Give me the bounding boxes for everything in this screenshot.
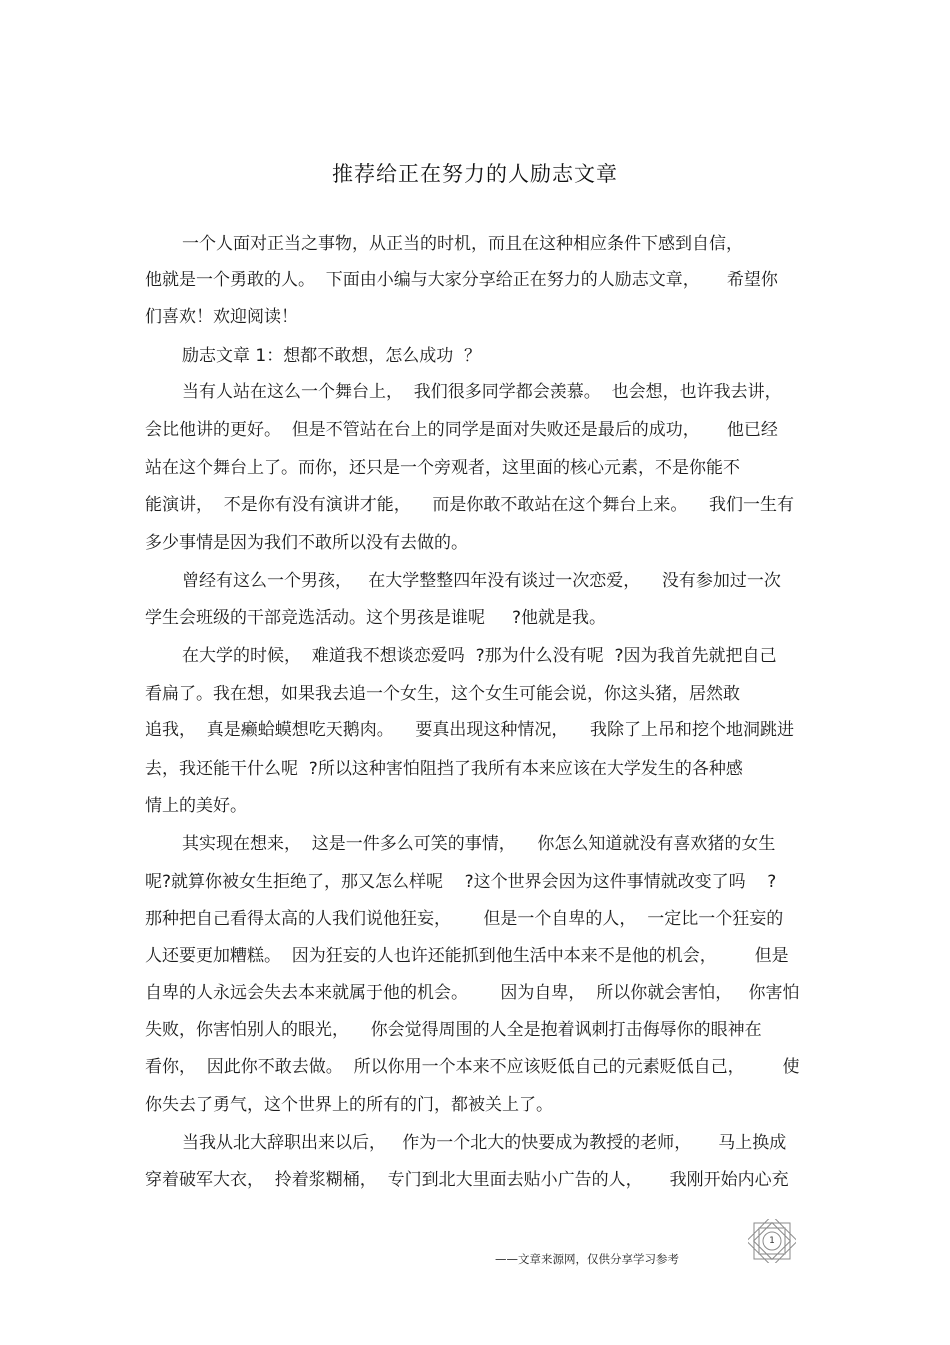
text-line: 当有人站在这么一个舞台上， 我们很多同学都会羡慕。 也会想，也许我去讲， [182, 382, 782, 402]
text-line: 穿着破军大衣， 拎着浆糊桶， 专门到北大里面去贴小广告的人， 我刚开始内心充 [145, 1170, 789, 1190]
text-line: 你失去了勇气，这个世界上的所有的门，都被关上了。 [145, 1095, 553, 1115]
text-line: 他就是一个勇敢的人。 下面由小编与大家分享给正在努力的人励志文章， 希望你 [145, 270, 778, 290]
text-line: 人还要更加糟糕。 因为狂妄的人也许还能抓到他生活中本来不是他的机会， 但是 [145, 946, 789, 966]
source-footnote: ——文章来源网，仅供分享学习参考 [495, 1252, 679, 1266]
text-line: 会比他讲的更好。 但是不管站在台上的同学是面对失败还是最后的成功， 他已经 [145, 420, 778, 440]
page-title: 推荐给正在努力的人励志文章 [332, 162, 618, 186]
text-line: 一个人面对正当之事物，从正当的时机，而且在这种相应条件下感到自信， [182, 234, 743, 254]
text-line: 失败，你害怕别人的眼光， 你会觉得周围的人全是抱着讽刺打击侮辱你的眼神在 [145, 1020, 762, 1040]
text-line: 多少事情是因为我们不敢所以没有去做的。 [145, 533, 468, 553]
text-line: 当我从北大辞职出来以后， 作为一个北大的快要成为教授的老师， 马上换成 [182, 1133, 787, 1153]
text-line: 追我， 真是癞蛤蟆想吃天鹅肉。 要真出现这种情况， 我除了上吊和挖个地洞跳进 [145, 720, 795, 740]
text-line: 看扁了。我在想，如果我去追一个女生，这个女生可能会说，你这头猪，居然敢 [145, 684, 740, 704]
text-line: 其实现在想来， 这是一件多么可笑的事情， 你怎么知道就没有喜欢猪的女生 [182, 834, 776, 854]
text-line: 们喜欢！欢迎阅读！ [145, 307, 298, 327]
text-line: 能演讲， 不是你有没有演讲才能， 而是你敢不敢站在这个舞台上来。 我们一生有 [145, 495, 795, 515]
text-line: 学生会班级的干部竞选活动。这个男孩是谁呢 ?他就是我。 [145, 608, 607, 628]
text-line: 呢?就算你被女生拒绝了，那又怎么样呢 ?这个世界会因为这件事情就改变了吗 ? [145, 872, 777, 892]
page-number: 1 [769, 1236, 775, 1246]
text-line: 站在这个舞台上了。而你，还只是一个旁观者，这里面的核心元素，不是你能不 [145, 458, 740, 478]
text-line: 自卑的人永远会失去本来就属于他的机会。 因为自卑， 所以你就会害怕， 你害怕 [145, 983, 800, 1003]
text-line: 看你， 因此你不敢去做。 所以你用一个本来不应该贬低自己的元素贬低自己， 使 [145, 1057, 800, 1077]
text-line: 曾经有这么一个男孩， 在大学整整四年没有谈过一次恋爱， 没有参加过一次 [182, 571, 781, 591]
text-line: 情上的美好。 [145, 796, 247, 816]
text-line: 去，我还能干什么呢 ?所以这种害怕阻挡了我所有本来应该在大学发生的各种感 [145, 759, 743, 779]
text-line: 那种把自己看得太高的人我们说他狂妄， 但是一个自卑的人， 一定比一个狂妄的 [145, 909, 784, 929]
text-line: 在大学的时候， 难道我不想谈恋爱吗 ?那为什么没有呢 ?因为我首先就把自己 [182, 646, 777, 666]
text-line: 励志文章 1：想都不敢想，怎么成功 ？ [182, 346, 482, 366]
